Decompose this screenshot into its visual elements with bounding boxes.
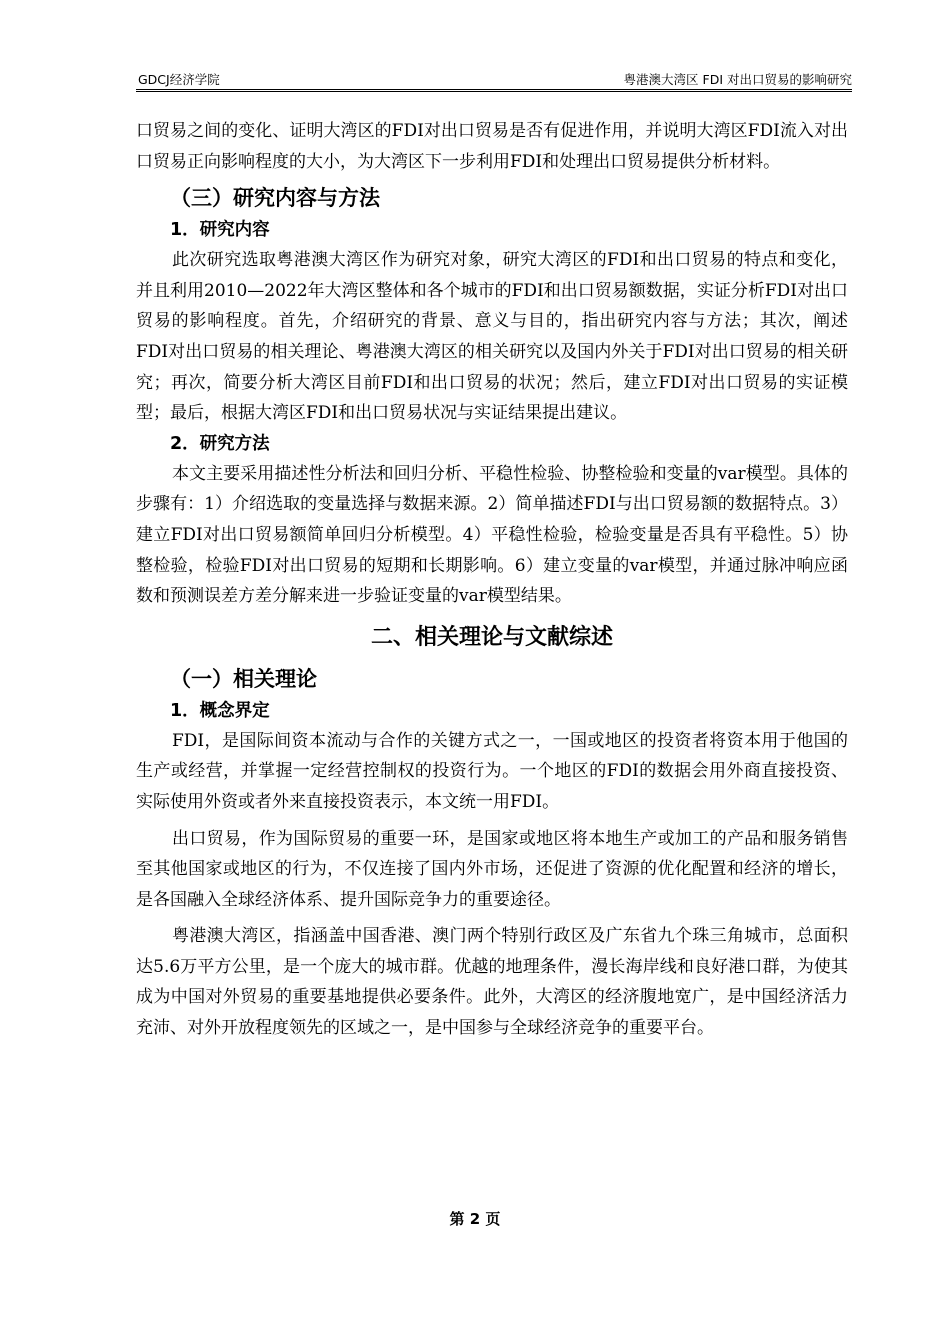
section-heading: （三）研究内容与方法: [170, 186, 380, 211]
paragraph: FDI，是国际间资本流动与合作的关键方式之一，一国或地区的投资者将资本用于他国的生产或经营，并掌握一定经营控制权的投资行为。一个地区的FDI的数据会用外商直接投资、实际使用外资或者外来直接投资表示，本文统一用FDI。: [136, 730, 848, 812]
page-header: [136, 70, 852, 90]
paragraph: 出口贸易，作为国际贸易的重要一环，是国家或地区将本地生产或加工的产品和服务销售至其他国家或地区的行为，不仅连接了国内外市场，还促进了资源的优化配置和经济的增长，是各国融入全球经济体系、提升国际竞争力的重要途径。: [136, 828, 848, 910]
paragraph: 本文主要采用描述性分析法和回归分析、平稳性检验、协整检验和变量的var模型。具体的步骤有：1）介绍选取的变量选择与数据来源。2）简单描述FDI与出口贸易额的数据特点。3）建立FDI对出口贸易额简单回归分析模型。4）平稳性检验，检验变量是否具有平稳性。5）协整检验，检验FDI对出口贸易的短期和长期影响。6）建立变量的var模型，并通过脉冲响应函数和预测误差方差分解来进一步验证变量的var模型结果。: [136, 463, 848, 607]
page-number: 第 2 页: [449, 1210, 501, 1228]
chapter-heading: 二、相关理论与文献综述: [370, 624, 613, 650]
paragraph: 口贸易之间的变化、证明大湾区的FDI对出口贸易是否有促进作用，并说明大湾区FDI流入对出口贸易正向影响程度的大小，为大湾区下一步利用FDI和处理出口贸易提供分析材料。: [136, 121, 848, 172]
subsection-heading: 1．研究内容: [170, 220, 270, 241]
header-institution: GDCJ经济学院: [138, 72, 220, 87]
paragraph: 此次研究选取粤港澳大湾区作为研究对象，研究大湾区的FDI和出口贸易的特点和变化，并且利用2010—2022年大湾区整体和各个城市的FDI和出口贸易额数据，实证分析FDI对出口贸易的影响程度。首先，介绍研究的背景、意义与目的，指出研究内容与方法；其次，阐述FDI对出口贸易的相关理论、粤港澳大湾区的相关研究以及国内外关于FDI对出口贸易的相关研究；再次，简要分析大湾区目前FDI和出口贸易的状况；然后，建立FDI对出口贸易的实证模型；最后，根据大湾区FDI和出口贸易状况与实证结果提出建议。: [136, 250, 848, 424]
paragraph: 粤港澳大湾区，指涵盖中国香港、澳门两个特别行政区及广东省九个珠三角城市，总面积达5.6万平方公里，是一个庞大的城市群。优越的地理条件，漫长海岸线和良好港口群，为使其成为中国对外贸易的重要基地提供必要条件。此外，大湾区的经济腹地宽广，是中国经济活力充沛、对外开放程度领先的区域之一，是中国参与全球经济竞争的重要平台。: [136, 926, 848, 1039]
header-title: 粤港澳大湾区 FDI 对出口贸易的影响研究: [623, 72, 852, 87]
subsection-heading: 2．研究方法: [170, 433, 270, 454]
header-rule: [136, 89, 852, 92]
subsection-heading: 1．概念界定: [170, 700, 270, 721]
page-body: [136, 116, 848, 1044]
section-heading: （一）相关理论: [170, 666, 317, 691]
